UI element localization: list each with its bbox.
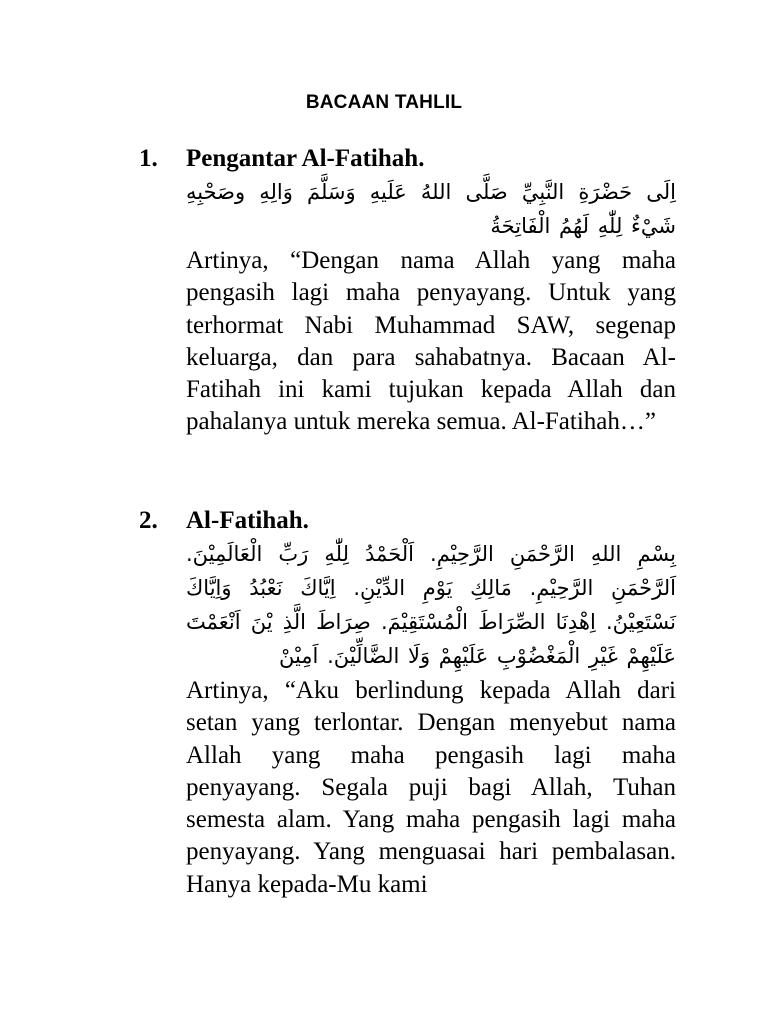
translation-text: Artinya, “Aku berlindung kepada Allah dari setan yang terlontar. Dengan menyebut nama Allah yang maha pengasih lagi maha penyayang. Segala puji bagi Allah, Tuhan semesta alam. Yang maha pengasih lagi maha penyayang. Yang menguasai hari pembalasan. Hanya kepada-Mu kami [186, 677, 676, 898]
section-number: 1. [139, 145, 158, 172]
section-body [186, 505, 676, 901]
document-title: BACAAN TAHLIL [305, 92, 463, 113]
section-body [186, 143, 676, 439]
arabic-text: بِسْمِ اللهِ الرَّحْمَنِ الرَّحِيْمِ. اَلْحَمْدُ لِلّٰهِ رَبِّ الْعَالَمِيْنَ. اَلرَّحْمَنِ الرَّحِيْمِ. مَالِكِ يَوْمِ الدِّيْنِ. اِيَّاكَ نَعْبُدُ وَاِيَّاكَ نَسْتَعِيْنُ. اِهْدِنَا الصِّرَاطَ الْمُسْتَقِيْمَ. صِرَاطَ الَّذِ يْنَ اَنْعَمْتَ عَلَيْهِمْ غَيْرِ الْمَغْضُوْبِ عَلَيْهِمْ وَلَا الضَّالِّيْنَ. اَمِيْنْ [186, 542, 676, 668]
section-heading: Pengantar Al-Fatihah. [186, 145, 425, 172]
section-number: 2. [139, 507, 158, 534]
section-heading: Al-Fatihah. [186, 507, 309, 534]
arabic-text: اِلَى حَضْرَةِ النَّبِيِّ صَلَّى اللهُ عَلَيهِ وَسَلَّمَ وَالِهِ وصَحْبِهِ شَيْءٌ لِلّٰهِ لَهُمُ الْفَاتِحَةُ [186, 180, 676, 238]
translation-text: Artinya, “Dengan nama Allah yang maha pengasih lagi maha penyayang. Untuk yang terhormat Nabi Muhammad SAW, segenap keluarga, dan para sahabatnya. Bacaan Al-Fatihah ini kami tujukan kepada Allah dan pahalanya untuk mereka semua. Al-Fatihah…” [186, 247, 676, 436]
